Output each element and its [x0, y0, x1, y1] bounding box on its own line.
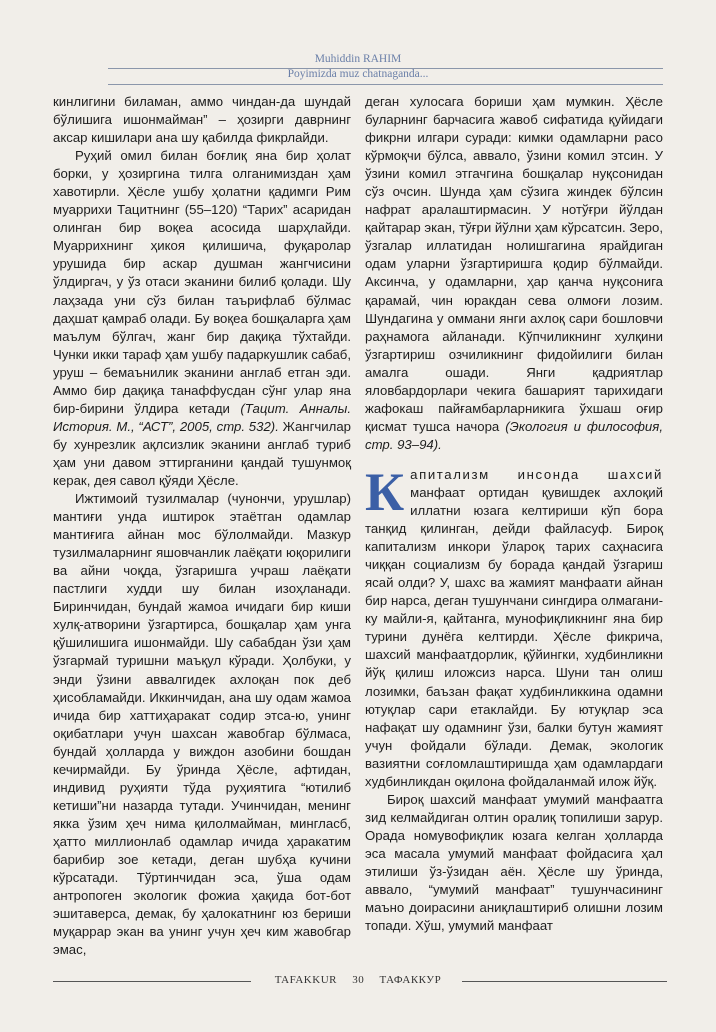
header-rule-bottom: [108, 84, 663, 85]
paragraph-text: деган хулосага бориши ҳам мумкин. Ҳёсле буларнинг барчасига жавоб сифатида қуйидаги фикрни илгари суради: кимки одамларни расо кўрмоқчи бўлса, аввало, ўзини комил этсин. У ўзини комил этгачгина бошқалар нуқсонидан сўз очсин. Шунда ҳам сўзига жиндек бўлсин нафрат аралаштирмасин. У нотўғри йўлдан қайтарар экан, тўғри йўлни ҳам кўрсатсин. Зеро, ўзгалар иллатидан нолишгагина ярайдиган одам уларни ўзгартиришга қодир бўлмайди. Аксинча, у одамларни, ҳар қанча нуқсонига қарамай, чин юракдан сева олмоғи лозим. Шундагина у оммани янги ахлоқ сари бошловчи раҳнамога айланади. Кўпчиликнинг хулқини ўзгартириш озчиликнинг фидойилиги билан амалга ошади. Янги қадриятлар яловбардорлари чекига башарият тарихидаги жафокаш пайғамбарларникига ўхшаш оғир қисмат тушса начора: [365, 94, 663, 434]
footer-right: ТАФАККУР: [379, 974, 442, 986]
page-number: 30: [352, 974, 365, 986]
page-footer: [0, 974, 716, 986]
header-subtitle: Poyimizda muz chatnaganda...: [287, 68, 429, 80]
drop-cap: К: [365, 461, 405, 522]
paragraph-lead: апитализм инсонда шахсий: [410, 466, 663, 482]
running-header: [0, 52, 716, 82]
paragraph-text: Руҳий омил билан боғлиқ яна бир ҳолат борки, у ҳозиргина тилга олганимиздан ҳам хавотирли. Ҳёсле ушбу ҳолатни қадимги Рим муаррихи Тацитнинг (55–120) “Тарих” асаридан олинган бир воқеа асосида шарҳлайди. Муаррихнинг ҳикоя қилишича, фуқаролар урушида бир аскар душман жангчисини ўлдиргач, у ўз отаси эканини билиб қолади. Шу лаҳзада уни сўз билан таърифлаб бўлмас даҳшат қамраб олади. Бу воқеа бошқаларга ҳам маълум бўлгач, жанг бир дақиқа тўхтайди. Чунки икки тараф ҳам ушбу падаркушлик сабаб, уруш – бемаънилик эканини англаб етган эди. Аммо бир дақиқа танаффусдан сўнг улар яна бир-бирини ўлдира кетади: [53, 148, 351, 416]
paragraph: [365, 93, 663, 454]
section-start: [365, 461, 663, 791]
paragraph: Ижтимоий тузилмалар (чунончи, урушлар) мантиғи унда иштирок этаётган одамлар мантиғига айнан мос бўлолмайди. Мазкур тузилмаларнинг яшовчанлик лаёқати юқорилиги ва айни чоқда, ўзгаришга учраш лаёқати пастлиги худди шу билан изоҳланади. Биринчидан, бундай жамоа ичидаги бир киши хулқ-атворини ўзгартирса, бошқалар ҳам унга қўшилишига ишонмайди. Шу сабабдан ўзи ҳам ўзгармай туришни маъқул кўради. Ҳолбуки, у энди ўзини аввалгидек ахлоқан пок деб ҳисобламайди. Иккинчидан, ана шу одам жамоа ичида бир хаттиҳаракат содир этса-ю, унинг оқибатлари учун шахсан жавобгар бўлмаса, бундай ҳолларда у виждон азобини бошдан кечирмайди. Бу ўринда Ҳёсле, афтидан, индивид руҳияти тўда руҳиятига “ютилиб кетиши”ни назарда тутади. Учинчидан, менинг якка ўзим ҳеч нима қилолмайман, мингласб, ҳатто миллионлаб одамлар ичида ҳаракатим барибир зое кетади, деган шубҳа кучини кўрсатади. Тўртинчидан эса, ўша одам антропоген экологик фожиа ҳақида бот-бот эшитаверса, демак, бу ҳалокатнинг юз бериши муқаррар экан ва унинг учун ҳеч ким жавобгар эмас,: [53, 491, 351, 958]
left-column: [53, 93, 351, 959]
header-rule-top: [108, 68, 663, 69]
citation: (Тацит. Анналы. История. М., “АСТ”, 2005, стр. 532).: [53, 400, 351, 434]
paragraph-text: Жангчилар бу хунрезлик ақлсизлик эканини англаб туриб ҳам уни давом эттирганини қандай тушунмоқ керак, дея савол қўяди Ҳёсле.: [53, 418, 351, 488]
header-author: Muhiddin RAHIM: [314, 53, 402, 65]
paragraph-text: манфаат ортидан қувишдек ахлоқий иллатни юзага келтириши кўп бора танқид қилинган, дейди файласуф. Бироқ капитализм инкори ўлароқ тарих саҳнасига чиққан социализм бу борада қандай ўзгариш ясай олди? У, шахс ва жамият манфаати айнан бир нарса, деган тушунчани сингдира олмагани-ку майли-я, қайтанга, мунофиқликнинг яна бир турини дунёга келтирди. Ҳёсле фикрича, шахсий манфаатдорлик, қўйингки, худбинликни йўқ қилиш иложсиз нарса. Шуни тан олиш лозимки, баъзан фақат худбинликкина одамни ютуқлар сари етаклайди. Бу ютуқлар эса нафақат шу одамнинг ўзи, балки бутун жамият учун фойдали бўлади. Демак, экологик вазиятни соғломлаштиришда ҳам одамлардаги худбинликдан оқилона фойдаланмай илож йўқ.: [365, 484, 663, 789]
paragraph: Бироқ шахсий манфаат умумий манфаатга зид келмайдиган олтин оралиқ топилиши зарур. Орада номувофиқлик юзага келган ҳолларда эса масала умумий манфаат фойдасига ҳал этилиши ўз-ўзидан аён. Ҳёсле шу ўринда, аввало, “умумий манфаат” тушунчасининг маъно доирасини аниқлаштириб олишни лозим топади. Хўш, умумий манфаат: [365, 791, 663, 934]
paragraph: кинлигини биламан, аммо чиндан-да шундай бўлишига ишонмайман” – ҳозирги даврнинг аксар кишилари ана шу қабилда фикрлайди.: [53, 94, 351, 146]
footer-left: TAFAKKUR: [274, 974, 337, 986]
citation: (Экология и философия, стр. 93–94).: [365, 418, 663, 452]
paragraph: [53, 147, 351, 490]
paragraph: [365, 461, 663, 791]
right-column: [365, 93, 663, 935]
